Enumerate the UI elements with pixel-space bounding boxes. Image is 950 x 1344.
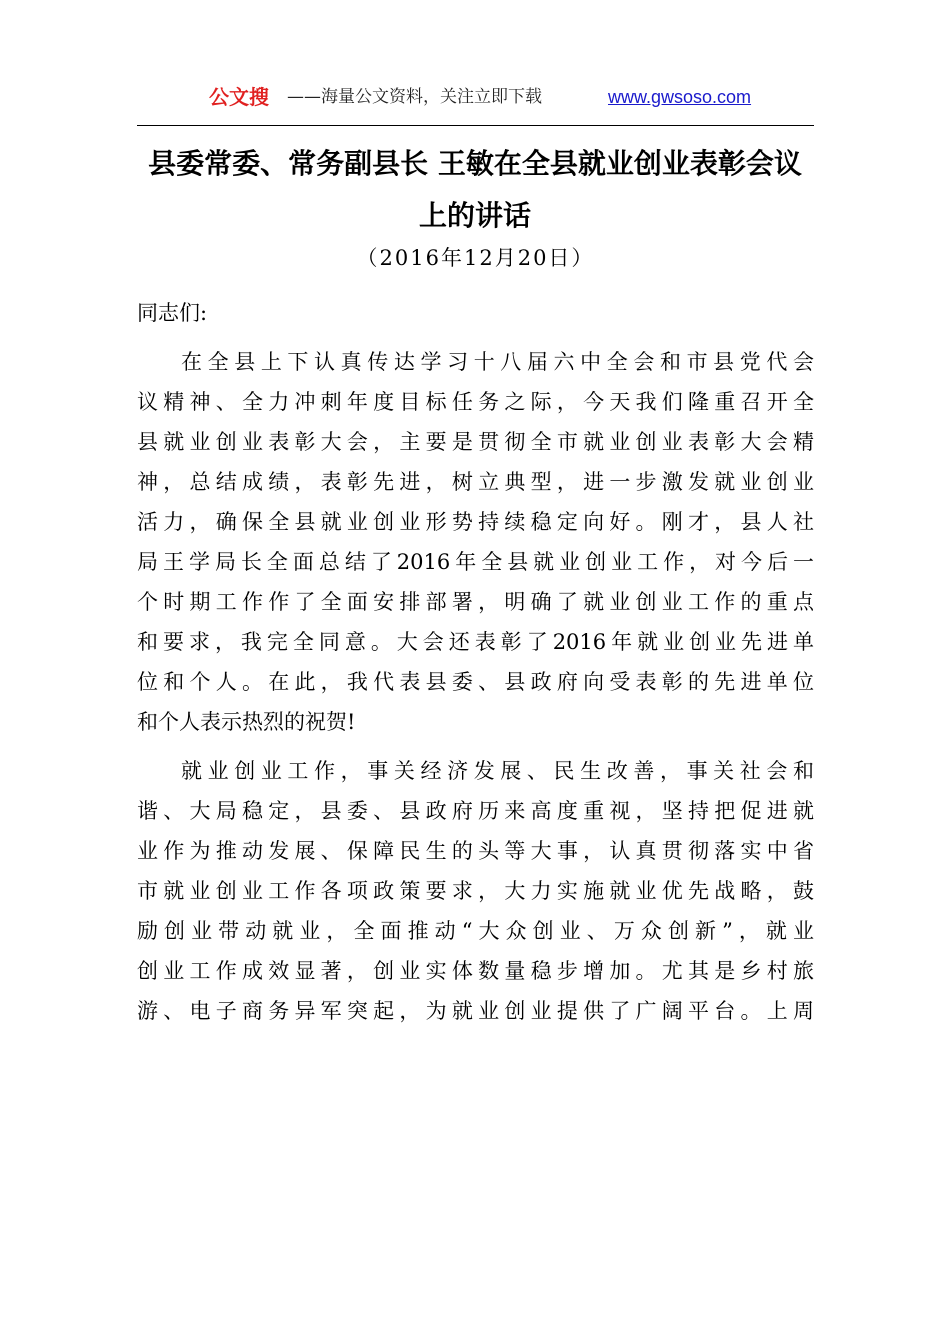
- text-line: 就业创业工作，事关经济发展、民生改善，事关社会和: [181, 759, 814, 783]
- document-date: （2016年12月20日）: [356, 246, 595, 270]
- document-body: [137, 293, 814, 1040]
- text-line: 业作为推动发展、保障民生的头等大事，认真贯彻落实中省: [137, 839, 814, 863]
- title-line: 县委常委、常务副县长 王敏在全县就业创业表彰会议: [148, 147, 802, 180]
- brand-logo-text: 公文搜: [209, 85, 269, 109]
- salutation: 同志们:: [137, 301, 208, 325]
- header-slogan: ——海量公文资料，关注立即下载: [287, 87, 542, 107]
- page-header: [137, 82, 814, 112]
- paragraph-1: [137, 342, 814, 742]
- text-line: 神，总结成绩，表彰先进，树立典型，进一步激发就业创业: [137, 470, 814, 494]
- text-line: 创业工作成效显著，创业实体数量稳步增加。尤其是乡村旅: [137, 959, 814, 983]
- text-line: 励创业带动就业，全面推动“大众创业、万众创新”，就业: [137, 919, 814, 943]
- text-line: 和个人表示热烈的祝贺!: [137, 710, 356, 734]
- website-link[interactable]: www.gwsoso.com: [608, 87, 752, 107]
- text-line: 游、电子商务异军突起，为就业创业提供了广阔平台。上周: [137, 999, 814, 1023]
- text-line: 议精神、全力冲刺年度目标任务之际，今天我们隆重召开全: [137, 390, 814, 414]
- header-divider: [137, 125, 814, 126]
- text-line: 局王学局长全面总结了2016年全县就业创业工作，对今后一: [137, 550, 814, 574]
- text-line: 位和个人。在此，我代表县委、县政府向受表彰的先进单位: [137, 670, 814, 694]
- title-line: 上的讲话: [418, 199, 531, 232]
- text-line: 在全县上下认真传达学习十八届六中全会和市县党代会: [181, 350, 814, 374]
- text-line: 市就业创业工作各项政策要求，大力实施就业优先战略，鼓: [137, 879, 814, 903]
- document-title: [120, 138, 830, 242]
- paragraph-2: [137, 751, 814, 1031]
- text-line: 个时期工作作了全面安排部署，明确了就业创业工作的重点: [137, 590, 814, 614]
- text-line: 和要求，我完全同意。大会还表彰了2016年就业创业先进单: [137, 630, 814, 654]
- text-line: 谐、大局稳定，县委、县政府历来高度重视，坚持把促进就: [137, 799, 814, 823]
- text-line: 县就业创业表彰大会，主要是贯彻全市就业创业表彰大会精: [137, 430, 814, 454]
- text-line: 活力，确保全县就业创业形势持续稳定向好。刚才，县人社: [137, 510, 814, 534]
